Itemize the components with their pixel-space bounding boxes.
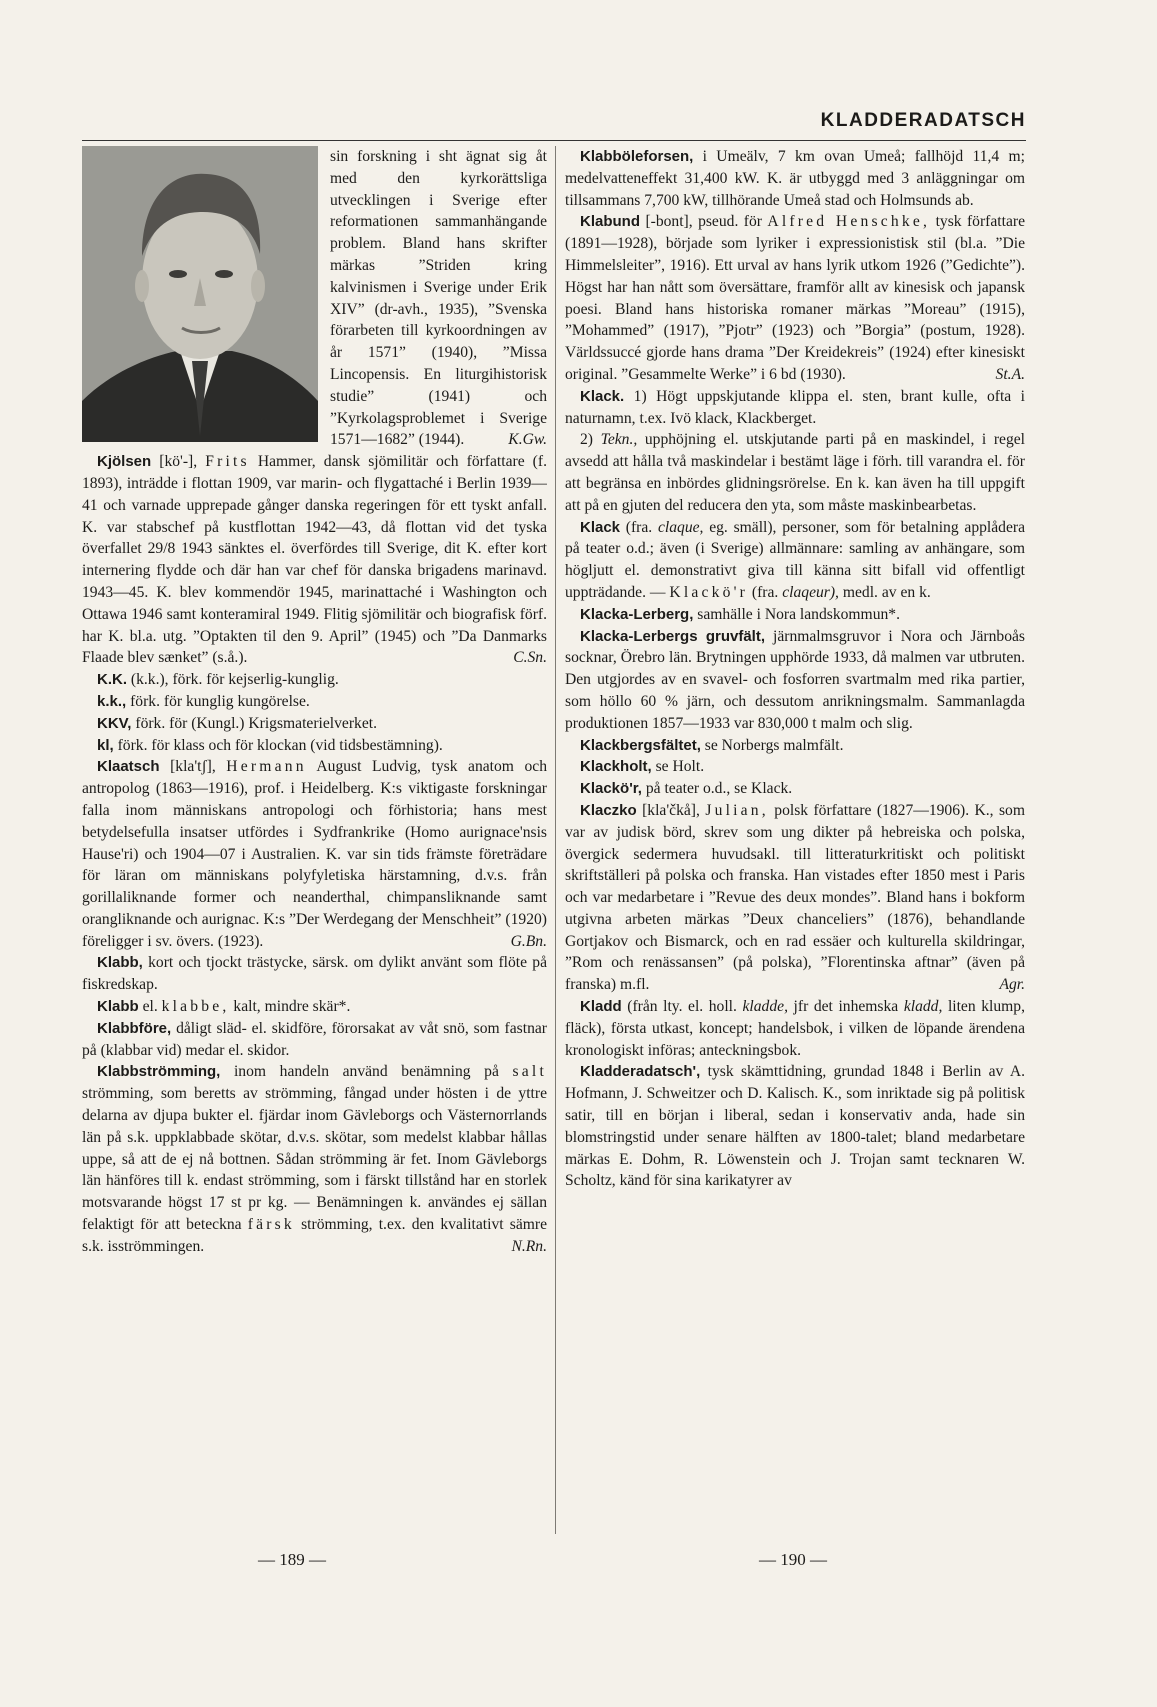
column-divider xyxy=(555,146,556,1534)
real-name: Alfred Henschke, xyxy=(767,213,931,231)
entry-klaczko xyxy=(565,800,1025,996)
entry-head: Klackbergsfältet, xyxy=(580,736,701,754)
entry-text: (fra. xyxy=(751,583,779,601)
signature: K.Gw. xyxy=(508,431,547,449)
foreign-word: claqeur), xyxy=(782,583,839,601)
entry-head: Kladd xyxy=(580,998,622,1016)
entry-text: el. xyxy=(142,998,158,1016)
entry-head: Klabb, xyxy=(97,954,143,972)
entry-klaatsch xyxy=(82,756,547,952)
entry-head: Klack xyxy=(580,518,621,536)
entry-klabb xyxy=(82,952,547,996)
entry-text: dåligt släd- el. skidföre, förorsakat av våt snö, som fastnar på (klabbar vid) medar el. skidor. xyxy=(82,1019,547,1059)
entry-klabb2 xyxy=(82,996,547,1018)
running-header xyxy=(82,106,1026,141)
page-number-right: — 190 — xyxy=(759,1550,827,1569)
header-title: KLADDERADATSCH xyxy=(820,110,1026,131)
entry-head: Klackholt, xyxy=(580,758,652,776)
entry-head: K.K. xyxy=(97,671,127,689)
entry-head: kl, xyxy=(97,736,114,754)
entry-text: August Ludvig, tysk anatom och antropolog (1863—1916), prof. i Heidelberg. K:s viktigaste forskningar falla inom människans antropologi och förhistoria; hans mest betydelsefulla insatser utfördes i Sydfrankrike (Homo aurignace'nsis Hause'ri) och 1904—07 i Australien. K. var sin tids främste företrädare för läran om människans polyfyletiska härstamning, d.v.s. från gorillaliknande former och neanderthal, chimpansliknande samt orangliknande och aurignac. K:s ”Der Werdegang der Menschheit” (1920) föreligger i sv. övers. (1923). xyxy=(82,758,547,950)
first-name: Frits xyxy=(205,453,250,471)
spaced-word: klabbe, xyxy=(161,998,230,1016)
foreign-word: kladd, xyxy=(903,998,943,1016)
entry-kk xyxy=(82,669,547,691)
entry-text: förk. för klass och för klockan (vid tidsbestämning). xyxy=(117,736,443,754)
entry-text: förk. för (Kungl.) Krigsmaterielverket. xyxy=(135,714,377,732)
entry-text: på teater o.d., se Klack. xyxy=(645,780,793,798)
entry-head: Klackö'r, xyxy=(580,780,642,798)
entry-klack-3 xyxy=(565,517,1025,604)
signature: C.Sn. xyxy=(513,649,547,667)
pronunciation: [kla'tʃ], xyxy=(170,758,216,776)
signature: St.A. xyxy=(995,365,1025,383)
entry-kkv xyxy=(82,713,547,735)
entry-klackbergs xyxy=(565,735,1025,757)
entry-text: Hammer, dansk sjömilitär och författare (f. 1893), inträdde i flottan 1909, var marin- och flygattaché i Berlin 1939—41 och varnade upprepade gånger danska regeringen för ett tyskt anfall. K. var stabschef på kustflottan 1942—43, då flottan vid det tyska överfallet 29/8 1943 sänktes el. överfördes till Sverige, dit K. efter kort internering flydde och där han var chef för danska brigadens marinavd. 1943—45. K. blev kommendör 1945, marinattaché i Washington och Ottawa 1946 samt konteramiral 1949. Flitig sjömilitär och biografisk förf. har K. bl.a. utg. ”Optakten til den 9. April” (1945) och ”Da Danmarks Flaade blev sænket” (s.å.). xyxy=(82,453,547,667)
sense-number: 2) xyxy=(580,431,593,449)
entry-klacka xyxy=(565,604,1025,626)
entry-text: liten klump, fläck), första utkast, koncept; handelsbok, i vilken de löpande ärendena kronologiskt införas; anteckningsbok. xyxy=(565,998,1025,1059)
entry-kl xyxy=(82,735,547,757)
entry-text: kort och tjockt trästycke, särsk. om dylikt använt som flöte på fiskredskap. xyxy=(82,954,547,994)
signature: G.Bn. xyxy=(510,932,547,950)
signature: N.Rn. xyxy=(511,1237,547,1255)
entry-head: k.k., xyxy=(97,692,127,710)
pronunciation: [kö'-], xyxy=(159,453,198,471)
entry-text: järnmalmsgruvor i Nora och Järnboås socknar, Örebro län. Brytningen upphörde 1933, då malmen var utbruten. Den utgjordes av en svavel- och fosforren svartmalm med rika partier, som höllo 60 % järn, och dessutom anrikningsmalm. Sammanlagda produktionen 1857—1933 var 830,000 t malm och slig. xyxy=(565,627,1025,732)
entry-head: Klacka-Lerberg, xyxy=(580,605,694,623)
spaced-word: salt xyxy=(512,1063,547,1081)
entry-text: (fra. xyxy=(625,518,653,536)
portrait-photo xyxy=(82,146,318,442)
entry-klabbole xyxy=(565,146,1025,211)
entry-kladd xyxy=(565,996,1025,1061)
entry-head: Klabbföre, xyxy=(97,1019,172,1037)
signature: Agr. xyxy=(999,976,1025,994)
entry-text: jfr det inhemska xyxy=(793,998,899,1016)
entry-text: polsk författare (1827—1906). K., som var av judisk börd, skrev som ung dikter på hebreiska och polska, övergick sedermera huvudsakl. till litteraturkritiskt och politiskt skriftställeri på polska och franska. Han vistades efter 1850 mest i Paris och var medarbetare i ”Revue des deux mondes”. Bland hans i bokform utgivna arbeten märkas ”Deux chanceliers” (1876), behandlande Gortjakov och Bismarck, och en rad essäer och kulturella skildringar, ”Rom och renässansen” (på polska), ”Florentinska aftnar” (även på franska) m.fl. xyxy=(565,801,1025,994)
entry-text: eg. smäll), personer, som för betalning applådera på teater o.d.; även (i Sverige) allmännare: samling av anhängare, som högljutt el. demonstrativt giva till känna sitt bifall vid offentligt uppträdande. — xyxy=(565,518,1025,601)
entry-text: medl. av en k. xyxy=(842,583,931,601)
field-label: Tekn., xyxy=(600,431,638,449)
entry-text: (från lty. el. holl. xyxy=(627,998,737,1016)
first-name: Hermann xyxy=(226,758,307,776)
entry-head: Klack. xyxy=(580,387,625,405)
entry-text: sin forskning i sht ägnat sig åt med den kyrkorättsliga utvecklingen i Sverige efter reformationen sammanhängande problem. Bland hans skrifter märkas ”Striden kring kalvinismen i Sverige under Erik XIV” (dr-avh., 1935), ”Svenska förarbeten till kyrkoordningen av år 1571” (1940), ”Missa Lincopensis. En liturgihistorisk studie” (1941) och ”Kyrkolagsproblemet i Sverige 1571—1682” (1944). xyxy=(330,148,547,449)
spaced-word: färsk xyxy=(247,1216,295,1234)
entry-klackholt xyxy=(565,756,1025,778)
entry-text: tysk författare (1891—1928), började som lyriker i expressionistisk stil (bl.a. ”Die Himmelsleiter”, 1916). Ett urval av hans lyrik utkom 1926 (”Gedichte”). Högst har han nått som översättare, framför allt av kinesisk och japansk poesi. Bland hans historiska romaner märkas ”Moreau” (1915), ”Mohammed” (1917), ”Pjotr” (1923) och ”Borgia” (postum, 1928). Världssuccé gjorde hans drama ”Der Kreidekreis” (1924) efter kinesiskt original. ”Gesammelte Werke” i 6 bd (1930). xyxy=(565,213,1025,383)
entry-text: samhälle i Nora landskommun*. xyxy=(697,605,900,623)
entry-klabbfore xyxy=(82,1018,547,1062)
left-column xyxy=(82,146,547,1526)
entry-klackor xyxy=(565,778,1025,800)
entry-text: se Holt. xyxy=(655,758,705,776)
entry-head: Klabund xyxy=(580,213,640,231)
entry-text: 1) Högt uppskjutande klippa el. sten, brant kulle, ofta i naturnamn, t.ex. Ivö klack, Klackberget. xyxy=(565,387,1025,427)
entry-head: Klaczko xyxy=(580,801,637,819)
entry-text: upphöjning el. utskjutande parti på en maskindel, i regel avsedd att hålla två maskindelar i bestämt läge i förh. till varandra el. för att begränsa en inbördes glidningsrörelse. En k. kan även ha till uppgift att på en gjuten del reducera den yta, som måste maskinbearbetas. xyxy=(565,431,1025,514)
entry-text: (k.k.), förk. för kejserlig-kunglig. xyxy=(130,671,339,689)
entry-head: Klabb xyxy=(97,998,139,1016)
pronunciation: [-bont], pseud. för xyxy=(645,213,762,231)
right-column xyxy=(565,146,1025,1526)
entry-klabund xyxy=(565,211,1025,385)
entry-klack-2 xyxy=(565,429,1025,516)
entry-text: strömming, som beretts av strömming, fångad under hösten i de yttre delarna av djupa bukter el. fjärdar inom Gävleborgs och Västernorrlands län på s.k. uppklabbade skötar, d.v.s. skötar, som medelst klabbar hållas uppe, så att de ej nå bottnen. Sådan strömming är fet. Inom Gävleborgs län hänföres till k. endast strömming, som i färskt tillstånd har en storlek motsvarande högst 17 st pr kg. — Benämningen k. användes ej sällan felaktigt för att beteckna xyxy=(82,1085,547,1234)
spaced-word: Klackö'r xyxy=(669,583,749,601)
entry-head: Kjölsen xyxy=(97,453,152,471)
entry-text: förk. för kunglig kungörelse. xyxy=(130,692,310,710)
entry-head: Klabböleforsen, xyxy=(580,148,694,165)
entry-kk2 xyxy=(82,691,547,713)
entry-kladderadatsch xyxy=(565,1061,1025,1192)
entry-text: tysk skämttidning, grundad 1848 i Berlin av A. Hofmann, J. Schweitzer och D. Kalisch. K., som inriktade sig på politisk satir, till en början i liberal, sedan i konservativ anda, hade sin blomstringstid under senare hälften av 1800-talet; bland medarbetare märkas E. Dohm, R. Löwenstein och J. Trojan samt tecknaren W. Scholtz, känd för sina karikatyrer av xyxy=(565,1063,1025,1190)
entry-klabbstromming xyxy=(82,1061,547,1257)
first-name: Julian, xyxy=(705,801,769,819)
pronunciation: [kla'čkå], xyxy=(642,801,700,819)
entry-text: i Umeälv, 7 km ovan Umeå; fallhöjd 11,4 m; medelvatteneffekt 31,400 kW. K. är utbyggd med 3 anläggningar om tillsammans 7,700 kW, tillhörande Umeå stad och Holmsunds ab. xyxy=(565,148,1025,209)
entry-head: KKV, xyxy=(97,714,132,732)
entry-kjolsen xyxy=(82,451,547,669)
entry-klack xyxy=(565,386,1025,430)
page-number-left: — 189 — xyxy=(258,1550,326,1569)
entry-head: Klabbströmming, xyxy=(97,1063,221,1081)
entry-text: strömming, t.ex. den kvalitativt sämre s.k. isströmmingen. xyxy=(82,1216,547,1255)
entry-text: se Norbergs malmfält. xyxy=(704,736,844,754)
entry-text: kalt, mindre skär*. xyxy=(233,998,351,1016)
entry-head: Klaatsch xyxy=(97,758,160,776)
foreign-word: kladde, xyxy=(742,998,788,1016)
foreign-word: claque, xyxy=(657,518,704,536)
entry-text: inom handeln använd benämning på xyxy=(233,1063,499,1081)
entry-klacka-gruvfalt xyxy=(565,626,1025,735)
entry-head: Kladderadatsch', xyxy=(580,1063,701,1081)
entry-head: Klacka-Lerbergs gruvfält, xyxy=(580,627,765,645)
